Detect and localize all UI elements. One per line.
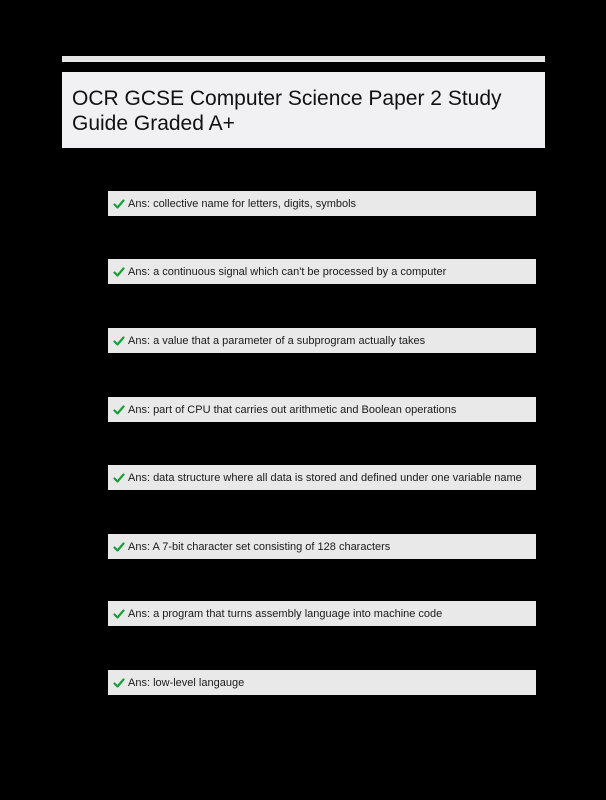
answer-text: Ans: a program that turns assembly language into machine code: [128, 607, 443, 620]
answer-text: Ans: part of CPU that carries out arithmetic and Boolean operations: [128, 403, 457, 416]
answer-row: [108, 601, 536, 626]
answer-text: Ans: a value that a parameter of a subprogram actually takes: [128, 334, 426, 347]
top-divider: [62, 56, 545, 62]
answer-text: Ans: a continuous signal which can't be processed by a computer: [128, 265, 447, 278]
answer-text: Ans: low-level langauge: [128, 676, 245, 689]
answer-text: Ans: collective name for letters, digits, symbols: [128, 197, 357, 210]
check-icon: [113, 198, 125, 210]
check-icon: [113, 266, 125, 278]
check-icon: [113, 541, 125, 553]
check-icon: [113, 677, 125, 689]
title-box: [62, 72, 545, 148]
answer-row: [108, 397, 536, 422]
answer-text: Ans: A 7-bit character set consisting of 128 characters: [128, 540, 391, 553]
answer-row: [108, 259, 536, 284]
answer-text: Ans: data structure where all data is stored and defined under one variable name: [128, 471, 522, 484]
answer-row: [108, 465, 536, 490]
check-icon: [113, 404, 125, 416]
answer-row: [108, 670, 536, 695]
check-icon: [113, 472, 125, 484]
answer-row: [108, 534, 536, 559]
check-icon: [113, 335, 125, 347]
document-title: OCR GCSE Computer Science Paper 2 Study Guide Graded A+: [72, 87, 502, 135]
answer-row: [108, 191, 536, 216]
answer-row: [108, 328, 536, 353]
check-icon: [113, 608, 125, 620]
